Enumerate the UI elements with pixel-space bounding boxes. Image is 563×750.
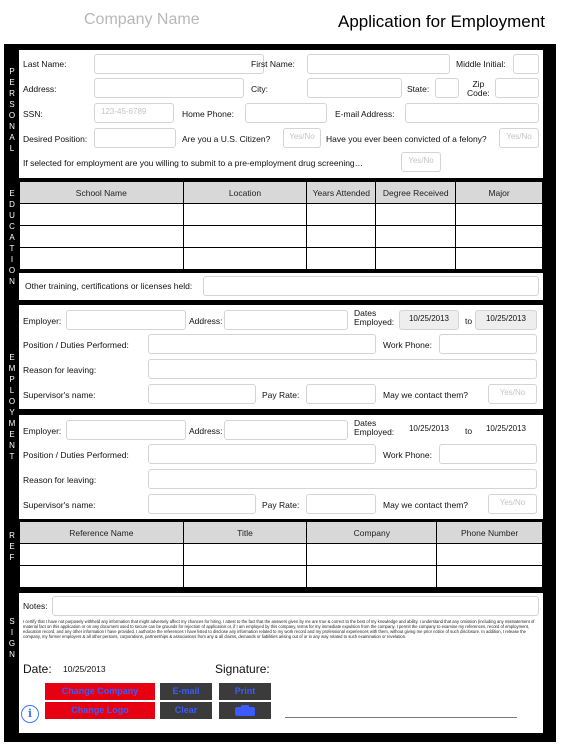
felony-question: Have you ever been convicted of a felony?	[326, 134, 487, 144]
col-major: Major	[456, 182, 543, 204]
side-label-sign: S I G N	[8, 617, 16, 659]
first-name-input[interactable]	[307, 54, 450, 74]
references-table	[19, 521, 543, 588]
supervisor-input[interactable]	[148, 384, 256, 404]
address-input[interactable]	[94, 78, 244, 98]
employer-address-label: Address:	[189, 316, 223, 326]
supervisor-label: Supervisor's name:	[23, 390, 96, 400]
home-phone-label: Home Phone:	[182, 109, 234, 119]
change-logo-button[interactable]: Change Logo	[45, 702, 155, 719]
col-location: Location	[183, 182, 307, 204]
felony-yes-no[interactable]: Yes/No	[499, 128, 539, 148]
side-label-employment: E M P L O Y M E N T	[8, 353, 16, 461]
dates-employed-label: Dates Employed:	[354, 418, 395, 438]
clear-button[interactable]: Clear	[160, 702, 212, 719]
reason-input[interactable]	[148, 359, 537, 379]
city-input[interactable]	[307, 78, 402, 98]
to-label: to	[465, 426, 473, 436]
state-input[interactable]	[435, 78, 459, 98]
col-years-attended: Years Attended	[307, 182, 376, 204]
col-company: Company	[307, 522, 437, 544]
employer-label: Employer:	[23, 426, 62, 436]
dates-employed-label: Dates Employed:	[354, 308, 395, 328]
date-value[interactable]: 10/25/2013	[63, 664, 106, 674]
duties-label: Position / Duties Performed:	[23, 340, 129, 350]
city-label: City:	[251, 84, 268, 94]
info-icon[interactable]: i	[21, 705, 39, 723]
employer-address-input[interactable]	[224, 310, 348, 330]
pay-rate-label: Pay Rate:	[262, 500, 300, 510]
pay-rate-input[interactable]	[306, 494, 376, 514]
email-input[interactable]	[405, 103, 539, 123]
pay-rate-label: Pay Rate:	[262, 390, 300, 400]
employer-input[interactable]	[66, 420, 186, 440]
supervisor-label: Supervisor's name:	[23, 500, 96, 510]
state-label: State:	[407, 84, 430, 94]
employer-input[interactable]	[66, 310, 186, 330]
contact-question: May we contact them?	[383, 390, 469, 400]
col-school-name: School Name	[20, 182, 184, 204]
date-to-input[interactable]: 10/25/2013	[475, 420, 537, 440]
email-button[interactable]: E-mail	[160, 683, 212, 700]
sign-section	[19, 593, 543, 733]
duties-input[interactable]	[148, 444, 376, 464]
notes-input[interactable]	[52, 596, 539, 616]
ssn-label: SSN:	[23, 109, 43, 119]
email-label: E-mail Address:	[335, 109, 395, 119]
col-title: Title	[183, 522, 307, 544]
table-row	[20, 248, 543, 270]
col-degree-received: Degree Received	[376, 182, 456, 204]
personal-section	[19, 50, 543, 178]
zip-label: Zip Code:	[467, 79, 490, 99]
side-label-personal: P E R S O N A L	[8, 67, 16, 153]
other-training-row	[19, 273, 543, 300]
print-button[interactable]: Print	[219, 683, 271, 700]
middle-initial-label: Middle Initial:	[456, 59, 506, 69]
last-name-label: Last Name:	[23, 59, 67, 69]
address-label: Address:	[23, 84, 57, 94]
page-title: Application for Employment	[338, 12, 545, 31]
reason-label: Reason for leaving:	[23, 475, 97, 485]
work-phone-input[interactable]	[439, 334, 537, 354]
citizen-question: Are you a U.S. Citizen?	[182, 134, 271, 144]
reason-input[interactable]	[148, 469, 537, 489]
signature-label: Signature:	[215, 662, 270, 676]
employment-block-1	[19, 305, 543, 409]
home-phone-input[interactable]	[245, 103, 327, 123]
company-name: Company Name	[84, 11, 200, 28]
contact-question: May we contact them?	[383, 500, 469, 510]
employer-address-input[interactable]	[224, 420, 348, 440]
contact-yes-no[interactable]: Yes/No	[488, 384, 537, 404]
middle-initial-input[interactable]	[513, 54, 539, 74]
supervisor-input[interactable]	[148, 494, 256, 514]
date-to-input[interactable]: 10/25/2013	[475, 310, 537, 330]
signature-line[interactable]	[285, 717, 517, 718]
side-label-ref: R E F	[9, 531, 15, 562]
drug-screening-yes-no[interactable]: Yes/No	[401, 152, 441, 172]
camera-icon	[234, 705, 256, 717]
drug-screening-question: If selected for employment are you willing to submit to a pre-employment drug screening…	[23, 158, 364, 168]
employer-address-label: Address:	[189, 426, 223, 436]
table-row	[20, 204, 543, 226]
change-company-button[interactable]: Change Company	[45, 683, 155, 700]
education-table	[19, 181, 543, 270]
first-name-label: First Name:	[251, 59, 295, 69]
to-label: to	[465, 316, 473, 326]
contact-yes-no[interactable]: Yes/No	[488, 494, 537, 514]
work-phone-label: Work Phone:	[383, 340, 432, 350]
table-row	[20, 566, 543, 588]
last-name-input[interactable]	[94, 54, 264, 74]
reason-label: Reason for leaving:	[23, 365, 97, 375]
duties-input[interactable]	[148, 334, 376, 354]
other-training-label: Other training, certifications or licenses held:	[25, 281, 193, 291]
desired-position-input[interactable]	[94, 128, 176, 148]
camera-button[interactable]	[219, 702, 271, 719]
employer-label: Employer:	[23, 316, 62, 326]
date-label: Date:	[23, 662, 52, 676]
citizen-yes-no[interactable]: Yes/No	[283, 128, 321, 148]
table-row	[20, 544, 543, 566]
notes-label: Notes:	[23, 601, 48, 611]
col-reference-name: Reference Name	[20, 522, 184, 544]
work-phone-label: Work Phone:	[383, 450, 432, 460]
zip-input[interactable]	[495, 78, 539, 98]
employment-block-2	[19, 415, 543, 519]
work-phone-input[interactable]	[439, 444, 537, 464]
col-phone-number: Phone Number	[437, 522, 543, 544]
side-label-education: E D U C A T I O N	[8, 189, 16, 286]
other-training-input[interactable]	[203, 276, 539, 296]
desired-position-label: Desired Position:	[23, 134, 88, 144]
date-from-input[interactable]: 10/25/2013	[399, 310, 459, 330]
legal-disclaimer: I certify that I have not purposely withheld any information that might adversely affect my chances for hiring. I attest to the fact that the answers given by me are true & correct to the best of my knowledge and ability. I understand that any omission (including any misstatement of material fact on this application or on any document used to secure can be grounds for rejection of application or, if I am employed by this company, terms for my immediate expulsion from the company. I permit the company to examine my references, record of employment, education record, and any other information I have provided. I authorize the references I have listed to disclose any information related to my work record and my professional experiences with them, without giving me prior notice of such disclosure. In addition, I release the company, my former employers & all other persons, corporations, partnerships & associations from any & all claims, demands or liabilities arising out of or in any way related to such examination or revelation.	[23, 619, 535, 639]
date-from-input[interactable]: 10/25/2013	[399, 420, 459, 440]
pay-rate-input[interactable]	[306, 384, 376, 404]
ssn-input[interactable]: 123-45-6789	[94, 103, 174, 123]
duties-label: Position / Duties Performed:	[23, 450, 129, 460]
table-row	[20, 226, 543, 248]
